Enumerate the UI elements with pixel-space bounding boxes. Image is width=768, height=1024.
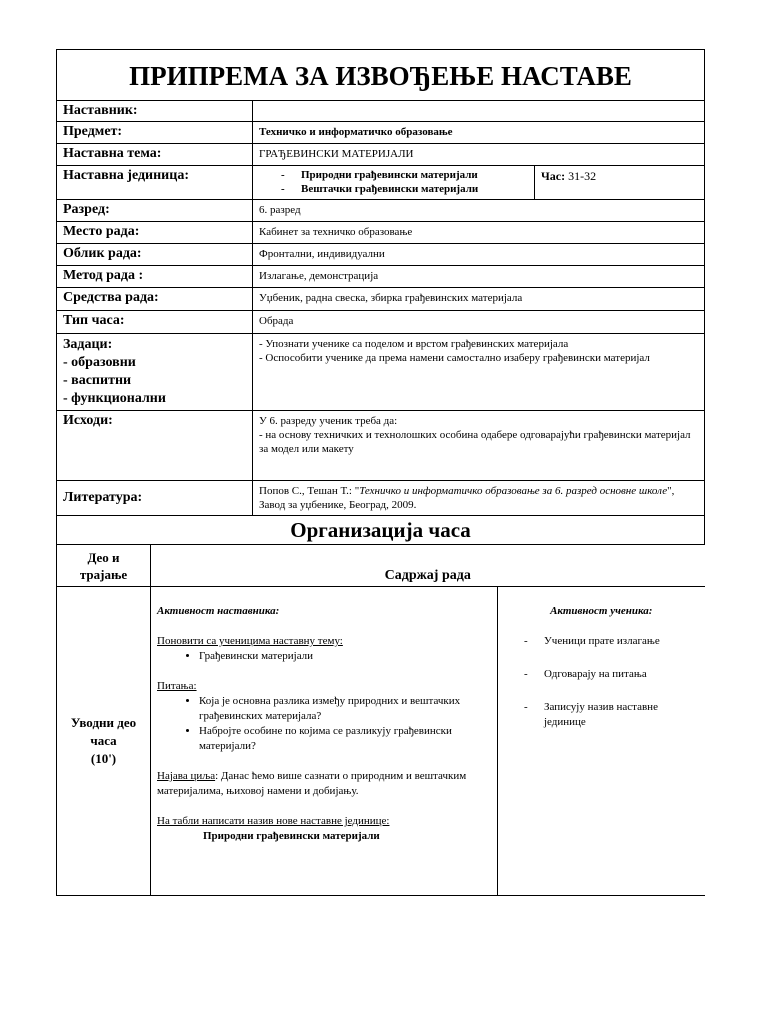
question-item: • Која је основна разлика између природних и вештачких грађевинских материјала? <box>199 694 491 724</box>
subject-label: Предмет: <box>57 122 253 144</box>
subject-value: Техничко и информатичко образовање <box>253 122 705 144</box>
student-item: - Записују назив наставне јединице <box>524 700 699 730</box>
tasks-sub-item: - функционални <box>63 391 166 406</box>
unit-label: Наставна јединица: <box>57 166 253 200</box>
col-content-header: Садржај рада <box>151 545 705 587</box>
intro-label: Уводни део <box>70 715 137 730</box>
class-hour <box>535 166 705 200</box>
outcomes-value <box>253 411 705 481</box>
type-value: Обрада <box>253 311 705 334</box>
grade-value: 6. разред <box>253 200 705 222</box>
literature-book-title: Техничко и информатичко образовање за 6. разред основне школе <box>359 485 668 497</box>
form-value: Фронтални, индивидуални <box>253 244 705 266</box>
goal-label: Најава циља <box>157 770 216 782</box>
student-activity-heading: Активност ученика: <box>550 605 653 617</box>
questions-heading: Питања: <box>157 680 197 692</box>
organization-table <box>56 544 705 896</box>
student-activity-cell <box>498 587 705 896</box>
task-item: - Упознати ученике са поделом и врстом грађевинских материјала <box>259 338 569 350</box>
tasks-label: Задаци: <box>63 337 113 352</box>
col-part-duration-header: Део и трајање <box>57 545 151 587</box>
tasks-sub-item: - образовни <box>63 355 136 370</box>
literature-authors: Попов С., Тешан Т.: " <box>259 485 360 497</box>
teacher-label: Наставник: <box>57 101 253 122</box>
goal-paragraph <box>157 769 491 799</box>
grade-label: Разред: <box>57 200 253 222</box>
place-value: Кабинет за техничко образовање <box>253 222 705 244</box>
unit-item: - Вештачки грађевински материјали <box>281 182 528 196</box>
lesson-plan-page <box>56 49 704 896</box>
board-line: На табли написати назив нове наставне јединице: <box>157 815 390 827</box>
repeat-item: • Грађевински материјали <box>199 649 491 664</box>
teacher-value <box>253 101 705 122</box>
repeat-line: Поновити са ученицима наставну тему: <box>157 635 343 647</box>
tasks-value <box>253 334 705 411</box>
place-label: Место рада: <box>57 222 253 244</box>
means-label: Средства рада: <box>57 288 253 311</box>
means-value: Уџбеник, радна свеска, збирка грађевинских материјала <box>253 288 705 311</box>
outcomes-label: Исходи: <box>57 411 253 481</box>
unit-item: - Природни грађевински материјали <box>281 168 528 182</box>
organization-heading: Организација часа <box>57 516 705 545</box>
student-item: - Ученици прате излагање <box>524 634 699 649</box>
intro-part-cell <box>57 587 151 896</box>
student-item: - Одговарају на питања <box>524 667 699 682</box>
unit-value <box>253 166 535 200</box>
class-hour-label: Час: <box>541 169 566 183</box>
tasks-label-cell <box>57 334 253 411</box>
method-value: Излагање, демонстрација <box>253 266 705 288</box>
outcome-item: - на основу техничких и технолошких особина одабере одговарајући грађевински материјал за модел или макету <box>259 429 691 455</box>
literature-value <box>253 481 705 516</box>
header-table <box>56 49 705 545</box>
outcome-item: У 6. разреду ученик треба да: <box>259 415 398 427</box>
teacher-activity-heading: Активност наставника: <box>157 605 280 617</box>
intro-duration: (10') <box>90 751 117 766</box>
literature-label: Литература: <box>57 481 253 516</box>
literature-publisher: ", Завод за уџбенике, Београд, 2009. <box>259 485 675 511</box>
goal-text: : Данас ћемо више сазнати о природним и вештачким материјалима, њиховој намени и добијању. <box>157 770 467 797</box>
method-label: Метод рада : <box>57 266 253 288</box>
type-label: Тип часа: <box>57 311 253 334</box>
topic-label: Наставна тема: <box>57 144 253 166</box>
class-hour-value: 31-32 <box>568 169 597 183</box>
tasks-sub-item: - васпитни <box>63 373 132 388</box>
form-label: Облик рада: <box>57 244 253 266</box>
topic-value: ГРАЂЕВИНСКИ МАТЕРИЈАЛИ <box>253 144 705 166</box>
teacher-activity-cell <box>151 587 498 896</box>
board-title: Природни грађевински материјали <box>203 830 380 842</box>
page-title: ПРИПРЕМА ЗА ИЗВОЂЕЊЕ НАСТАВЕ <box>57 50 705 101</box>
intro-label: часа <box>90 733 117 748</box>
task-item: - Оспособити ученике да према намени самостално изаберу грађевински материјал <box>259 352 650 364</box>
question-item: • Набројте особине по којима се разликују грађевински материјали? <box>199 724 491 754</box>
